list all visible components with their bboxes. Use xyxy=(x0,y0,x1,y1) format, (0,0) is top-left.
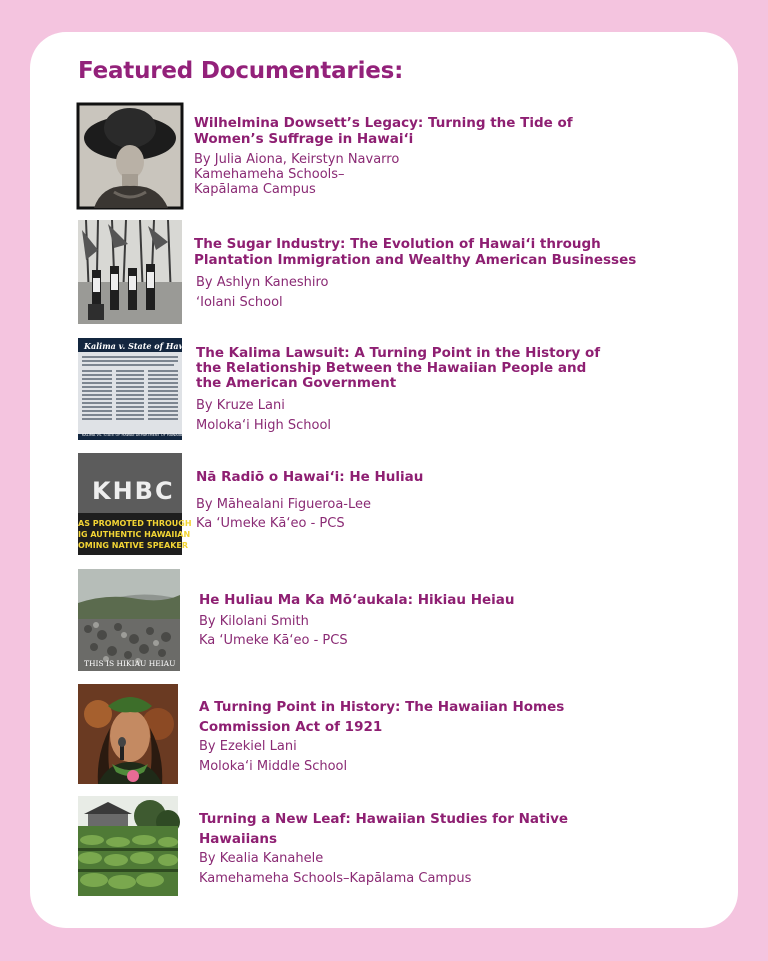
documentary-school: Kapālama Campus xyxy=(194,182,316,197)
documentary-school: Moloka‘i High School xyxy=(196,417,332,433)
documentary-authors: By Kruze Lani xyxy=(196,398,285,413)
thumbnail-caption: KALIMA VS. STATE OF HAWAII DEPARTMENT OF HAWAIIAN xyxy=(82,433,185,437)
documentary-title[interactable]: Nā Radiō o Hawai‘i: He Huliau xyxy=(196,469,424,485)
documentary-authors: By Ashlyn Kaneshiro xyxy=(196,275,329,290)
documentary-school: Ka ‘Umeke Kā‘eo - PCS xyxy=(199,633,348,648)
documentary-title[interactable]: Wilhelmina Dowsett’s Legacy: Turning the Tide of Women’s Suffrage in Hawai‘i xyxy=(194,115,573,147)
documentary-title[interactable]: Turning a New Leaf: Hawaiian Studies for Native Hawaiians xyxy=(199,811,569,847)
documentary-thumbnail[interactable] xyxy=(78,569,180,671)
thumbnail-caption: THIS IS HIKIAU HEIAU xyxy=(84,659,176,668)
thumbnail-caption: OMING NATIVE SPEAKER xyxy=(78,541,189,550)
documentary-thumbnail[interactable] xyxy=(78,796,178,896)
documentary-authors: By Māhealani Figueroa-Lee xyxy=(196,496,372,512)
documentary-meta xyxy=(199,697,659,776)
heiau-photo-icon xyxy=(78,569,180,671)
documentary-title[interactable]: He Huliau Ma Ka Mō‘aukala: Hikiau Heiau xyxy=(199,592,515,608)
thumbnail-caption: IG AUTHENTIC HAWAIIAN xyxy=(78,530,191,539)
documentary-school: ʻIolani School xyxy=(196,294,283,310)
portrait-photo-icon xyxy=(78,104,182,208)
garden-photo-icon xyxy=(78,796,178,896)
documentary-authors: By Kilolani Smith xyxy=(199,613,309,629)
document-photo-icon xyxy=(78,338,200,440)
documentary-thumbnail[interactable] xyxy=(78,453,192,555)
plantation-photo-icon xyxy=(78,220,182,324)
documentary-meta xyxy=(199,593,659,651)
documentary-authors: By Kealia Kanahele xyxy=(199,851,324,866)
documentary-authors: By Ezekiel Lani xyxy=(199,739,297,754)
documentary-thumbnail[interactable] xyxy=(78,338,200,440)
documentary-title[interactable]: A Turning Point in History: The Hawaiian Homes Commission Act of 1921 xyxy=(199,699,565,735)
documentary-school: Moloka‘i Middle School xyxy=(199,758,348,774)
documentary-title[interactable]: The Sugar Industry: The Evolution of Hawai‘i through Plantation Immigration and Wealthy American Businesses xyxy=(194,236,637,268)
thumbnail-caption: AS PROMOTED THROUGH xyxy=(78,519,192,528)
documentary-meta xyxy=(196,470,656,534)
documentary-meta xyxy=(199,809,659,888)
documentary-meta xyxy=(194,116,654,197)
documentary-school: Ka ‘Umeke Kā‘eo - PCS xyxy=(196,516,345,531)
thumbnail-caption: KHBC xyxy=(92,477,175,505)
page-heading: Featured Documentaries: xyxy=(78,58,404,84)
performer-photo-icon xyxy=(78,684,178,784)
documentary-thumbnail[interactable] xyxy=(78,104,182,208)
documentary-meta xyxy=(196,346,656,435)
documentary-school: Kamehameha Schools–Kapālama Campus xyxy=(199,870,472,886)
documentary-school: Kamehameha Schools– xyxy=(194,167,345,182)
documentary-thumbnail[interactable] xyxy=(78,684,178,784)
documentary-meta xyxy=(194,237,654,312)
documentary-title[interactable]: The Kalima Lawsuit: A Turning Point in the History of the Relationship Between the Hawaiian People and the American Government xyxy=(196,345,601,391)
radio-station-photo-icon xyxy=(78,453,192,555)
thumbnail-caption: Kalima v. State of Hawaii: xyxy=(84,341,200,351)
documentary-authors: By Julia Aiona, Keirstyn Navarro xyxy=(194,152,400,167)
documentary-thumbnail[interactable] xyxy=(78,220,182,324)
